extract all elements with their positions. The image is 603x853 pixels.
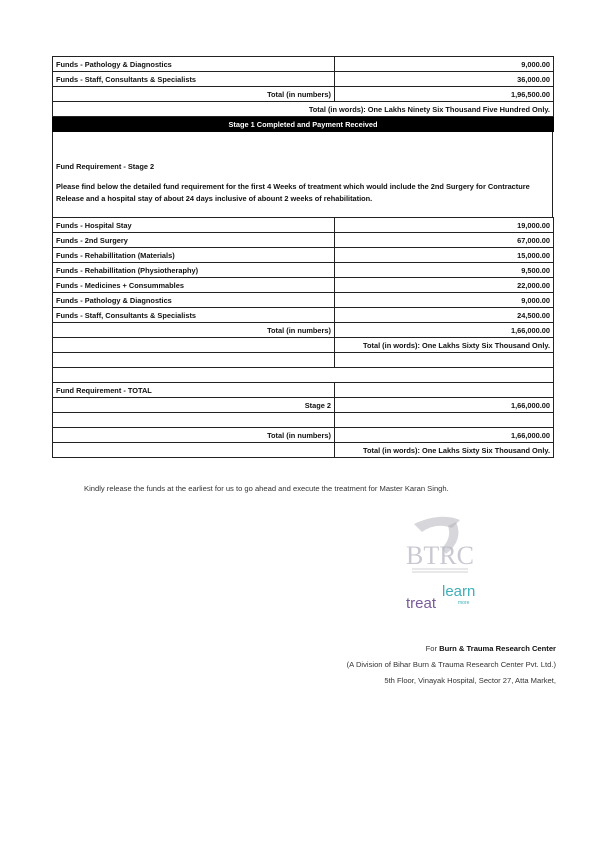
empty-cell — [335, 413, 554, 428]
stage-label: Stage 2 — [53, 398, 335, 413]
empty-cell — [53, 338, 335, 353]
empty-cell — [53, 368, 554, 383]
table-row — [53, 57, 554, 72]
logo-letters: BTRC — [406, 541, 474, 570]
row-amount: 9,500.00 — [335, 263, 554, 278]
summary-heading-row — [53, 383, 554, 398]
table-row — [53, 398, 554, 413]
fund-requirement-sheet — [52, 56, 553, 458]
summary-heading: Fund Requirement - TOTAL — [53, 383, 335, 398]
blank-row — [53, 413, 554, 428]
total-words-row — [53, 102, 554, 117]
btrc-logo — [394, 514, 486, 614]
signature-block — [347, 641, 556, 689]
signature-line1 — [347, 641, 556, 657]
total-label: Total (in numbers) — [53, 87, 335, 102]
total-amount: 1,66,000.00 — [335, 428, 554, 443]
table-row — [53, 218, 554, 233]
stage2-table — [52, 217, 554, 458]
row-amount: 24,500.00 — [335, 308, 554, 323]
total-words: Total (in words): One Lakhs Ninety Six Thousand Five Hundred Only. — [53, 102, 554, 117]
empty-cell — [53, 443, 335, 458]
table-row — [53, 308, 554, 323]
table-row — [53, 72, 554, 87]
logo-more: more — [458, 600, 470, 606]
total-words-row — [53, 443, 554, 458]
row-amount: 15,000.00 — [335, 248, 554, 263]
row-label: Funds - Hospital Stay — [53, 218, 335, 233]
row-label: Funds - Staff, Consultants & Specialists — [53, 72, 335, 87]
signature-prefix: For — [425, 644, 440, 653]
total-words: Total (in words): One Lakhs Sixty Six Thousand Only. — [335, 338, 554, 353]
total-numbers-row — [53, 428, 554, 443]
row-amount: 19,000.00 — [335, 218, 554, 233]
signature-line3: 5th Floor, Vinayak Hospital, Sector 27, Atta Market, — [384, 676, 556, 685]
total-label: Total (in numbers) — [53, 428, 335, 443]
stage2-heading: Fund Requirement - Stage 2 — [56, 162, 155, 171]
table-row — [53, 278, 554, 293]
stage2-description: Please find below the detailed fund requirement for the first 4 Weeks of treatment which would include the 2nd Surgery for Contracture Release and a hospital stay of about 24 days inclusive of abount 2 weeks of rehabilitation. — [56, 182, 530, 203]
blank-row — [53, 368, 554, 383]
empty-cell — [53, 353, 335, 368]
btrc-logo-icon — [394, 514, 486, 614]
total-numbers-row — [53, 323, 554, 338]
stage1-banner-row — [53, 117, 554, 132]
signature-org: Burn & Trauma Research Center — [439, 644, 556, 653]
empty-cell — [335, 353, 554, 368]
row-label: Funds - Rehabillitation (Physiotheraphy) — [53, 263, 335, 278]
logo-treat: treat — [406, 595, 437, 612]
stage1-banner: Stage 1 Completed and Payment Received — [53, 117, 554, 132]
total-amount: 1,66,000.00 — [335, 323, 554, 338]
total-label: Total (in numbers) — [53, 323, 335, 338]
total-words: Total (in words): One Lakhs Sixty Six Thousand Only. — [335, 443, 554, 458]
blank-row — [53, 353, 554, 368]
stage2-intro — [52, 132, 553, 217]
total-numbers-row — [53, 87, 554, 102]
row-label: Funds - Medicines + Consummables — [53, 278, 335, 293]
total-words-row — [53, 338, 554, 353]
closing-note: Kindly release the funds at the earliest for us to go ahead and execute the treatment for Master Karan Singh. — [84, 484, 449, 493]
row-label: Funds - Rehabillitation (Materials) — [53, 248, 335, 263]
table-row — [53, 248, 554, 263]
logo-learn: learn — [442, 583, 476, 600]
row-amount: 67,000.00 — [335, 233, 554, 248]
row-amount: 9,000.00 — [335, 57, 554, 72]
row-label: Funds - 2nd Surgery — [53, 233, 335, 248]
row-amount: 9,000.00 — [335, 293, 554, 308]
table-row — [53, 233, 554, 248]
row-label: Funds - Staff, Consultants & Specialists — [53, 308, 335, 323]
table-row — [53, 293, 554, 308]
stage1-table — [52, 56, 554, 132]
empty-cell — [335, 383, 554, 398]
empty-cell — [53, 413, 335, 428]
row-label: Funds - Pathology & Diagnostics — [53, 293, 335, 308]
row-label: Funds - Pathology & Diagnostics — [53, 57, 335, 72]
stage-amount: 1,66,000.00 — [335, 398, 554, 413]
row-amount: 36,000.00 — [335, 72, 554, 87]
signature-line2: (A Division of Bihar Burn & Trauma Research Center Pvt. Ltd.) — [346, 660, 556, 669]
row-amount: 22,000.00 — [335, 278, 554, 293]
table-row — [53, 263, 554, 278]
total-amount: 1,96,500.00 — [335, 87, 554, 102]
